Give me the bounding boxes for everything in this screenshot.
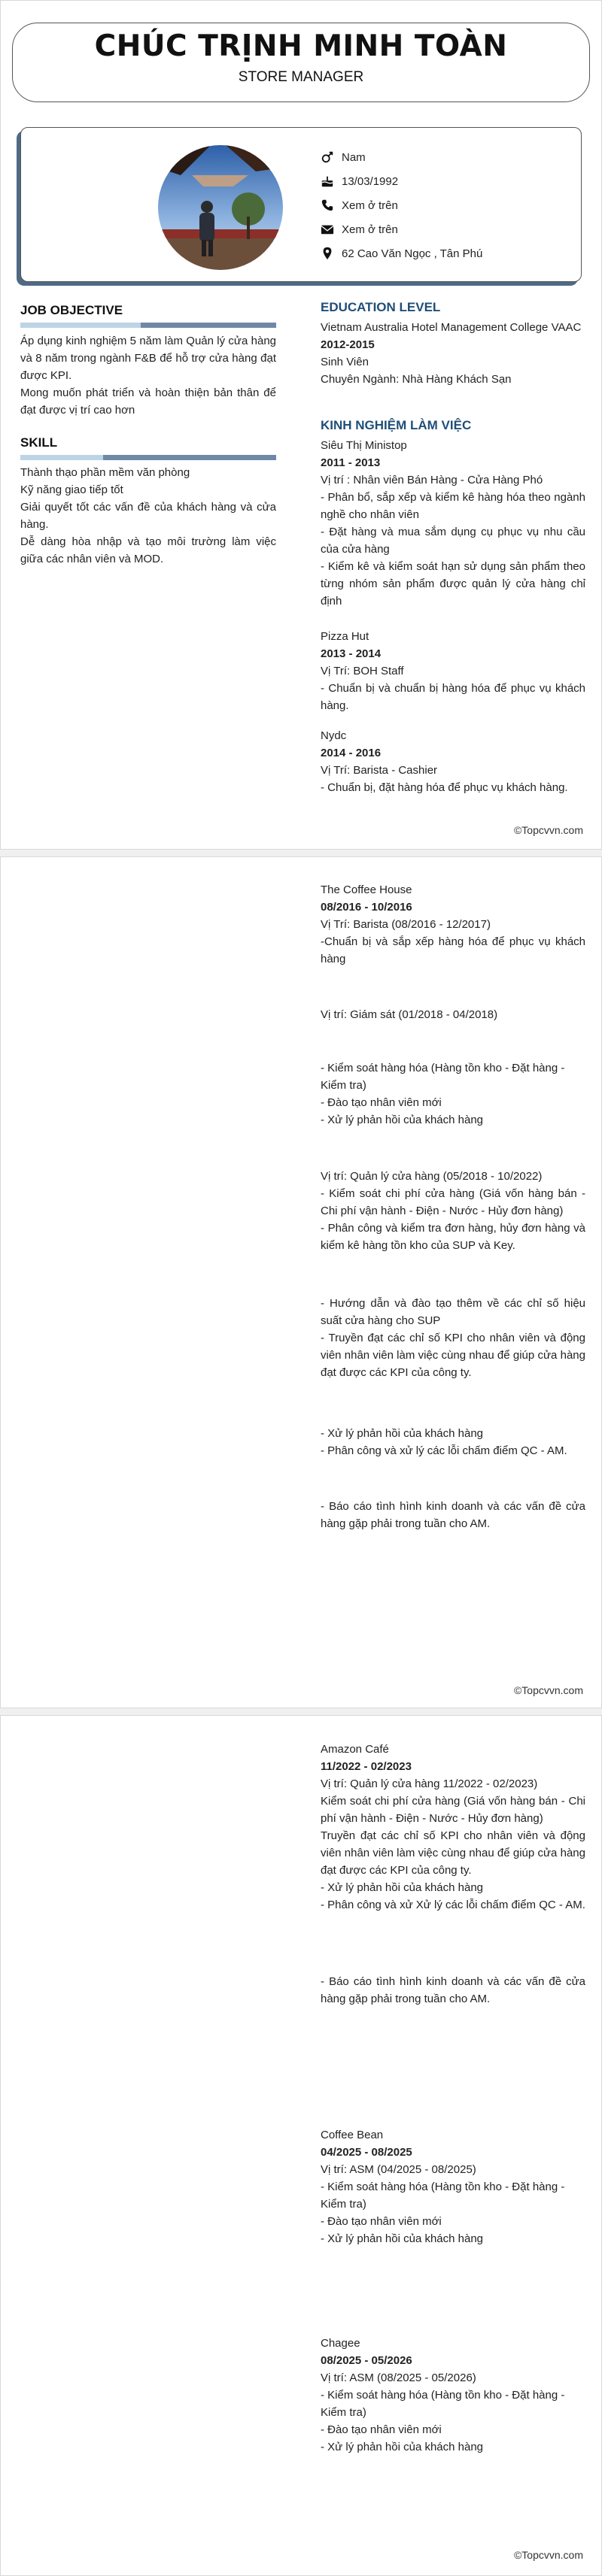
experience-heading: KINH NGHIỆM LÀM VIỆC [321,418,472,432]
work-years: 2013 - 2014 [321,647,382,660]
company-name: Nydc [321,729,347,742]
job-duty: - Chuẩn bị và chuẩn bị hàng hóa để phục vụ khách hàng. [321,682,585,712]
phone-row [321,193,482,217]
job-role: Vị trí : Nhân viên Bán Hàng - Cửa Hàng Phó [321,474,543,486]
job-duty: - Phân bổ, sắp xếp và kiểm kê hàng hóa theo ngành nghề cho nhân viên [321,491,585,521]
envelope-icon [321,223,334,236]
section-divider [20,323,276,328]
company-name: The Coffee House [321,883,412,896]
job-duty: Kiểm soát chi phí cửa hàng (Giá vốn hàng bán - Chi phí vận hành - Điện - Nước - Hủy đơn hàng) [321,1795,585,1825]
personal-info-list [321,145,482,265]
experience-ministop [321,437,585,610]
job-role: Vị Trí: BOH Staff [321,665,404,677]
skill-heading: SKILL [20,435,58,450]
skill-item: Giải quyết tốt các vấn đề của khách hàng và cửa hàng. [20,501,276,531]
work-years: 2011 - 2013 [321,456,381,469]
education-school: Vietnam Australia Hotel Management College VAAC [321,321,582,334]
job-duty: - Hướng dẫn và đào tạo thêm về các chỉ số hiệu suất cửa hàng cho SUP [321,1297,585,1327]
company-name: Chagee [321,2337,360,2350]
job-objective-p1: Áp dụng kinh nghiệm 5 năm làm Quản lý cửa hàng và 8 năm trong ngành F&B để hỗ trợ cửa hàng đạt được KPI. [20,335,276,382]
job-role: Vị trí: ASM (04/2025 - 08/2025) [321,2163,476,2176]
birthday-row [321,169,482,193]
job-duty: Truyền đạt các chỉ số KPI cho nhân viên và động viên nhân viên làm việc cùng nhau để giúp cửa hàng đạt được các KPI của công ty. [321,1829,585,1877]
experience-coffee-bean [321,2126,585,2247]
job-role: Vị Trí: Barista - Cashier [321,764,438,777]
work-years: 08/2025 - 05/2026 [321,2354,412,2367]
work-years: 04/2025 - 08/2025 [321,2146,412,2159]
job-objective-heading: JOB OBJECTIVE [20,303,123,317]
job-duty: - Đặt hàng và mua sắm dụng cụ phục vụ nhu cầu của cửa hàng [321,526,585,556]
footer-credit: ©Topcvvn.com [513,824,583,836]
experience-pizza-hut [321,628,585,714]
phone-value: Xem ở trên [342,199,398,212]
gender-row [321,145,482,169]
location-pin-icon [321,247,334,260]
resume-page-3 [0,1715,602,2576]
page-border [0,856,602,1708]
job-duties: - Kiểm soát hàng hóa (Hàng tồn kho - Đặt hàng - Kiểm tra) - Đào tạo nhân viên mới - Xử lý phản hồi của khách hàng [321,2181,565,2245]
skill-item: Dễ dàng hòa nhập và tạo môi trường làm việc giữa các nhân viên và MOD. [20,535,276,565]
job-role: Vị Trí: Barista (08/2016 - 12/2017) [321,918,491,931]
job-duty: - Truyền đạt các chỉ số KPI cho nhân viên và động viên nhân viên làm việc cùng nhau để giúp cửa hàng đạt được các KPI của công ty. [321,1332,585,1379]
education-major: Chuyên Ngành: Nhà Hàng Khách Sạn [321,373,512,386]
job-duty: - Báo cáo tình hình kinh doanh và các vấn đề cửa hàng gặp phải trong tuần cho AM. [321,1500,585,1530]
job-duties: - Kiểm soát hàng hóa (Hàng tồn kho - Đặt hàng - Kiểm tra) - Đào tạo nhân viên mới - Xử lý phản hồi của khách hàng [321,2389,565,2453]
store-manager-duties [321,1295,585,1381]
job-objective-p2: Mong muốn phát triển và hoàn thiện bản thân để đạt được vị trí cao hơn [20,386,276,417]
footer-credit: ©Topcvvn.com [513,1684,583,1696]
work-years: 2014 - 2016 [321,747,382,759]
job-duty: - Xử lý phản hồi của khách hàng [321,1881,484,1894]
experience-chagee [321,2335,585,2456]
company-name: Siêu Thị Ministop [321,439,407,452]
education-status: Sinh Viên [321,356,369,368]
email-value: Xem ở trên [342,223,398,236]
experience-amazon-cafe [321,1741,585,1914]
section-divider [20,455,276,460]
job-duty: -Chuẩn bị và sắp xếp hàng hóa để phục vụ khách hàng [321,935,585,965]
skill-item: Thành thạo phần mềm văn phòng [20,466,190,479]
personal-info-box [20,127,582,282]
job-duty: - Phân công và xử Xử lý các lỗi chấm điểm QC - AM. [321,1899,585,1911]
candidate-title: STORE MANAGER [238,69,364,85]
footer-credit: ©Topcvvn.com [513,2549,583,2561]
candidate-name: CHÚC TRỊNH MINH TOÀN [94,29,508,63]
company-name: Amazon Café [321,1743,389,1756]
resume-page-1 [0,0,602,850]
job-role: Vị trí: Quản lý cửa hàng 11/2022 - 02/2023) [321,1777,538,1790]
education-block [321,319,585,388]
job-duty: - Kiểm soát chi phí cửa hàng (Giá vốn hàng bán - Chi phí vận hành - Điện - Nước - Hủy đơn hàng) [321,1187,585,1217]
experience-nydc [321,727,585,796]
gender-icon [321,150,334,164]
job-duty: - Phân công và kiểm tra đơn hàng, hủy đơn hàng và kiểm kê hàng tồn kho của SUP và Key. [321,1222,585,1252]
job-duty: - Kiểm kê và kiểm soát hạn sử dụng sản phẩm theo từng nhóm sản phẩm được quản lý cửa hàng chỉ định [321,560,585,608]
address-value: 62 Cao Văn Ngọc , Tân Phú [342,247,483,260]
job-objective-text [20,332,276,419]
education-years: 2012-2015 [321,338,375,351]
phone-icon [321,199,334,212]
work-years: 11/2022 - 02/2023 [321,1760,412,1773]
job-duty: - Báo cáo tình hình kinh doanh và các vấn đề cửa hàng gặp phải trong tuần cho AM. [321,1975,585,2005]
education-heading: EDUCATION LEVEL [321,300,441,314]
job-duty: - Chuẩn bị, đặt hàng hóa để phục vụ khách hàng. [321,781,568,794]
company-name: Pizza Hut [321,630,369,643]
profile-photo [158,145,283,270]
birthday-cake-icon [321,174,334,188]
email-row [321,217,482,241]
company-name: Coffee Bean [321,2129,384,2141]
header-box [12,23,590,102]
job-duties: - Xử lý phản hồi của khách hàng - Phân công và xử lý các lỗi chấm điểm QC - AM. [321,1427,567,1457]
gender-value: Nam [342,150,366,164]
job-role: Vị trí: Quản lý cửa hàng (05/2018 - 10/2022) [321,1170,543,1183]
address-row [321,241,482,265]
experience-coffee-house [321,881,585,968]
job-role: Vị trí: Giám sát (01/2018 - 04/2018) [321,1008,498,1021]
store-manager-role [321,1168,585,1254]
resume-page-2 [0,856,602,1708]
job-duties: - Kiểm soát hàng hóa (Hàng tồn kho - Đặt hàng - Kiểm tra) - Đào tạo nhân viên mới - Xử lý phản hồi của khách hàng [321,1062,565,1126]
skill-list [20,464,276,568]
birthday-value: 13/03/1992 [342,174,399,188]
work-years: 08/2016 - 10/2016 [321,901,412,914]
job-role: Vị trí: ASM (08/2025 - 05/2026) [321,2371,476,2384]
skill-item: Kỹ năng giao tiếp tốt [20,483,123,496]
